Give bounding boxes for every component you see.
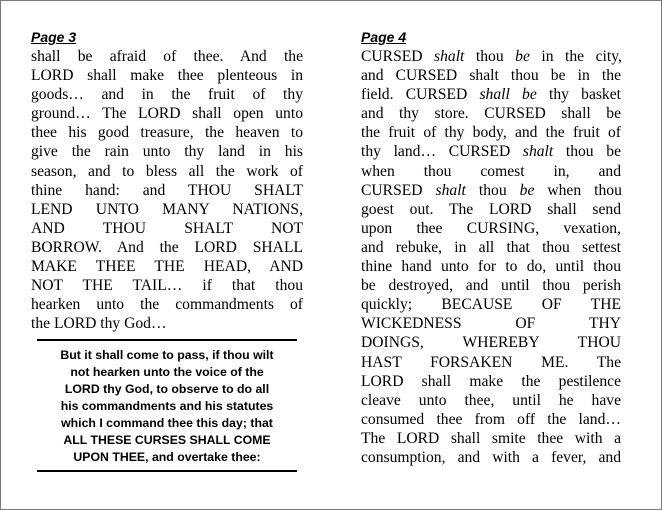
left-page-line: NOT THE TAIL… if that thou xyxy=(31,277,303,295)
left-page-line: goods… and in the fruit of thy xyxy=(31,86,303,104)
right-page-line: HAST FORSAKEN ME. The xyxy=(361,353,621,371)
right-page-line: consumed thee from off the land… xyxy=(361,410,621,428)
right-page-line: when thou comest in, and xyxy=(361,162,621,180)
right-page-line: LORD shall make the pestilence xyxy=(361,372,621,390)
right-page-line: goest out. The LORD shall send xyxy=(361,200,621,218)
right-page-line: The LORD shall smite thee with a xyxy=(361,429,621,447)
right-page-heading: Page 4 xyxy=(361,29,407,45)
right-page-line: consumption, and with a fever, and xyxy=(361,448,621,466)
right-page-body xyxy=(361,47,621,467)
right-page-line: CURSED shalt thou be in the city, xyxy=(361,48,622,65)
right-page-line: and CURSED shalt thou be in the xyxy=(361,67,621,85)
right-page-line: WICKEDNESS OF THY xyxy=(361,315,621,333)
callout-line: which I command thee this day; that xyxy=(61,416,273,430)
left-page-heading: Page 3 xyxy=(31,29,77,45)
callout-line: But it shall come to pass, if thou wilt xyxy=(60,348,274,362)
left-page-line: LEND UNTO MANY NATIONS, xyxy=(31,200,303,218)
right-page-line: upon thee CURSING, vexation, xyxy=(361,219,621,237)
right-page-line: the fruit of thy body, and the fruit of xyxy=(361,124,621,142)
left-page-line: AND THOU SHALT NOT xyxy=(31,219,303,237)
right-page-line: thy land… CURSED shalt thou be xyxy=(361,143,621,161)
callout-line: UPON THEE, and overtake thee: xyxy=(73,450,261,464)
callout-line: not hearken unto the voice of the xyxy=(70,365,264,379)
left-page-line: LORD shall make thee plenteous in xyxy=(31,67,303,85)
callout-text xyxy=(37,347,297,466)
left-page-body xyxy=(31,47,303,333)
left-page-line: shall be afraid of thee. And the xyxy=(31,48,303,65)
right-page-line: thine hand unto for to do, until thou xyxy=(361,258,621,276)
right-page-line: quickly; BECAUSE OF THE xyxy=(361,296,621,314)
callout-line: his commandments and his statutes xyxy=(60,399,274,413)
left-page-line: thine hand: and THOU SHALT xyxy=(31,181,303,199)
left-page-line: BORROW. And the LORD SHALL xyxy=(31,238,303,256)
left-page-line: ground… The LORD shall open unto xyxy=(31,105,303,123)
right-page-column xyxy=(361,29,621,467)
left-page-line: thee his good treasure, the heaven to xyxy=(31,124,303,142)
right-page-line: and thy store. CURSED shall be xyxy=(361,105,621,123)
right-page-line: and rebuke, in all that thou settest xyxy=(361,238,621,256)
callout-line: LORD thy God, to observe to do all xyxy=(64,382,270,396)
right-page-line: field. CURSED shall be thy basket xyxy=(361,86,621,104)
left-page-line: the LORD thy God… xyxy=(31,315,167,333)
left-page-line: season, and to bless all the work of xyxy=(31,162,303,180)
right-page-line: DOINGS, WHEREBY THOU xyxy=(361,334,621,352)
left-page-line: MAKE THEE THE HEAD, AND xyxy=(31,258,303,276)
callout-box xyxy=(37,339,297,472)
left-page-column xyxy=(31,29,303,333)
left-page-line: hearken unto the commandments of xyxy=(31,296,303,314)
right-page-line: CURSED shalt thou be when thou xyxy=(361,181,622,199)
right-page-line: be destroyed, and until thou perish xyxy=(361,277,621,295)
right-page-line: cleave unto thee, until he have xyxy=(361,391,621,409)
left-page-line: give the rain unto thy land in his xyxy=(31,143,303,161)
callout-line: ALL THESE CURSES SHALL COME xyxy=(63,433,271,447)
